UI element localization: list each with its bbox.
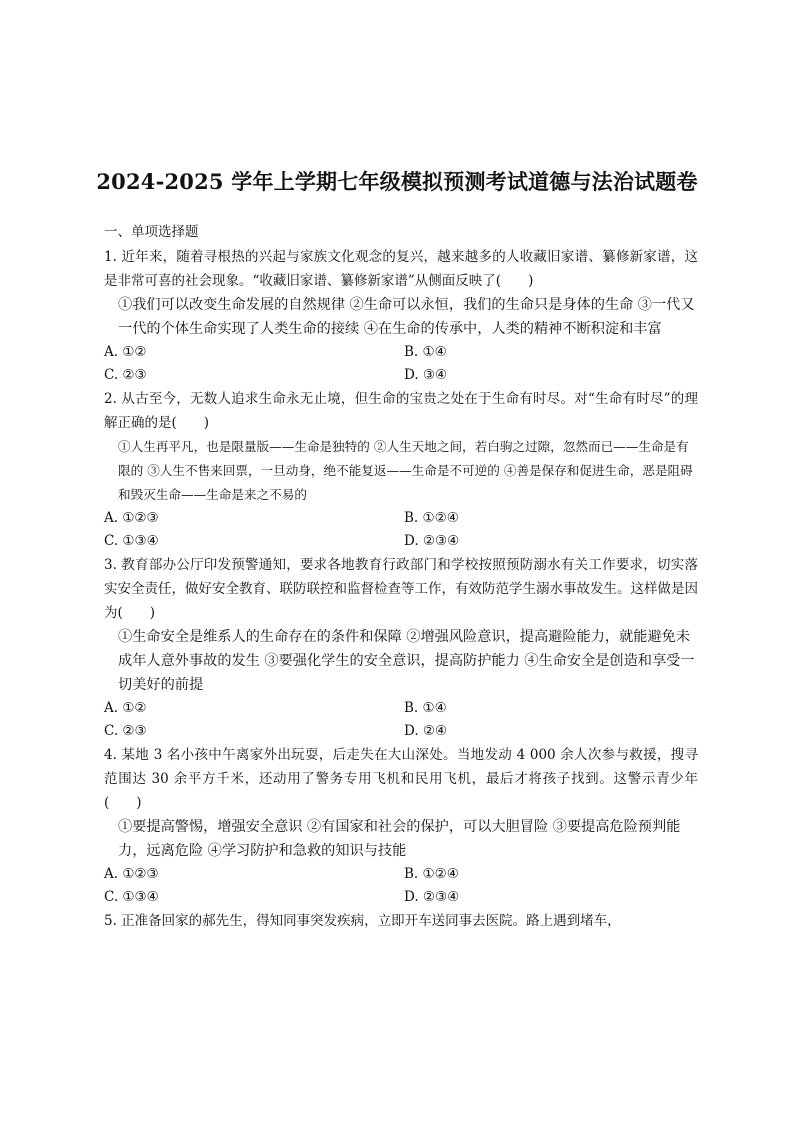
- option-d: D. ②③④: [404, 533, 460, 549]
- option-c: C. ①③④: [104, 533, 159, 549]
- option-b: B. ①④: [404, 700, 447, 716]
- question-stem: 5. 正准备回家的郝先生，得知同事突发疾病，立即开车送同事去医院。路上遇到堵车，: [104, 913, 621, 929]
- option-a: A. ①②: [104, 700, 147, 716]
- option-row: [104, 863, 698, 886]
- option-a: A. ①②③: [104, 866, 159, 882]
- question-5: [104, 909, 698, 933]
- question-stem: 2. 从古至今，无数人追求生命永无止境，但生命的宝贵之处在于生命有时尽。对“生命有时尽”的理解正确的是( ): [104, 391, 698, 431]
- option-d: D. ②③④: [404, 889, 460, 905]
- option-b: B. ①②④: [404, 866, 459, 882]
- option-row: [104, 886, 698, 909]
- question-statements: ①人生再平凡，也是限量版——生命是独特的 ②人生天地之间，若白驹之过隙，忽然而已——生命是有限的 ③人生不售来回票，一旦动身，绝不能复返——生命是不可逆的 ④善是保存和促进生命，恶是阻碍和毁灭生命——生命是来之不易的: [118, 439, 693, 502]
- question-1: [104, 245, 698, 387]
- section-heading: 一、单项选择题: [104, 224, 199, 240]
- question-stem: 1. 近年来，随着寻根热的兴起与家族文化观念的复兴，越来越多的人收藏旧家谱、纂修新家谱，这是非常可喜的社会现象。“收藏旧家谱、纂修新家谱”从侧面反映了( ): [104, 249, 698, 289]
- question-list: [104, 245, 698, 933]
- option-c: C. ②③: [104, 367, 147, 383]
- question-2: [104, 387, 698, 553]
- question-stem: 4. 某地 3 名小孩中午离家外出玩耍，后走失在大山深处。当地发动 4 000 余人次参与救援，搜寻范围达 30 余平方千米，还动用了警务专用飞机和民用飞机，最后才将孩子找到。这警示青少年( ): [104, 747, 698, 811]
- option-c: C. ②③: [104, 723, 147, 739]
- option-d: D. ②④: [404, 723, 448, 739]
- option-c: C. ①③④: [104, 889, 159, 905]
- option-a: A. ①②: [104, 344, 147, 360]
- question-3: [104, 553, 698, 743]
- option-row: [104, 530, 698, 553]
- question-4: [104, 743, 698, 909]
- question-statements: ①生命安全是维系人的生命存在的条件和保障 ②增强风险意识，提高避险能力，就能避免未成年人意外事故的发生 ③要强化学生的安全意识，提高防护能力 ④生命安全是创造和享受一切美好的前提: [118, 629, 695, 693]
- option-row: [104, 364, 698, 387]
- exam-title: 2024-2025 学年上学期七年级模拟预测考试道德与法治试题卷: [96, 169, 698, 194]
- option-row: [104, 697, 698, 720]
- option-row: [104, 507, 698, 530]
- question-statements: ①要提高警惕，增强安全意识 ②有国家和社会的保护，可以大胆冒险 ③要提高危险预判能力，远离危险 ④学习防护和急救的知识与技能: [118, 819, 681, 859]
- option-b: B. ①②④: [404, 510, 459, 526]
- option-a: A. ①②③: [104, 510, 159, 526]
- option-row: [104, 720, 698, 743]
- option-b: B. ①④: [404, 344, 447, 360]
- option-d: D. ③④: [404, 367, 448, 383]
- question-statements: ①我们可以改变生命发展的自然规律 ②生命可以永恒，我们的生命只是身体的生命 ③一代又一代的个体生命实现了人类生命的接续 ④在生命的传承中，人类的精神不断积淀和丰富: [118, 297, 695, 337]
- option-row: [104, 341, 698, 364]
- question-stem: 3. 教育部办公厅印发预警通知，要求各地教育行政部门和学校按照预防溺水有关工作要求，切实落实安全责任，做好安全教育、联防联控和监督检查等工作，有效防范学生溺水事故发生。这样做是因为( ): [104, 557, 698, 621]
